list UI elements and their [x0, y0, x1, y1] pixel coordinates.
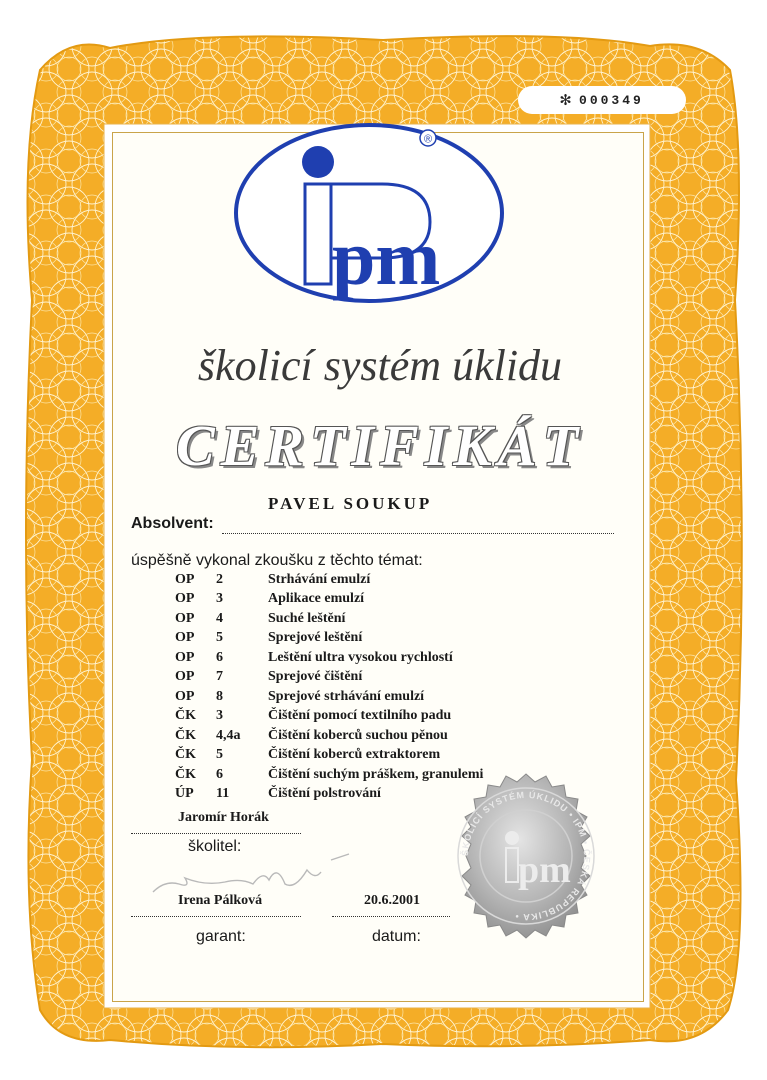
serial-value: 000349 [579, 92, 644, 108]
topic-row: ČK 5 Čištění koberců extraktorem [175, 747, 441, 763]
exam-intro: úspěšně vykonal zkoušku z těchto témat: [131, 552, 423, 569]
embossed-seal [440, 770, 612, 942]
trainer-name: Jaromír Horák [178, 810, 269, 825]
logo-letters: pm [332, 214, 441, 301]
ipm-logo [232, 118, 506, 308]
graduate-label: Absolvent: [131, 515, 214, 532]
registered-mark: ® [423, 133, 433, 146]
serial-number [518, 86, 686, 114]
topic-row: ČK 6 Čištění suchým práškem, granulemi [175, 766, 484, 782]
topic-row: OP 3 Aplikace emulzí [175, 591, 365, 607]
graduate-dotted-line [222, 532, 614, 534]
topic-row: ÚP 11 Čištění polstrování [175, 786, 381, 802]
date-dotted-line [332, 915, 450, 917]
topic-row: OP 7 Sprejové čištění [175, 669, 363, 685]
topic-row: ČK 4,4a Čištění koberců suchou pěnou [175, 727, 448, 743]
seal-center-letters: pm [518, 849, 571, 891]
guarantor-label: garant: [196, 928, 246, 945]
asterisk-icon: ✻ [560, 91, 572, 111]
topic-row: ČK 3 Čištění pomocí textilního padu [175, 708, 452, 724]
topic-row: OP 8 Sprejové strhávání emulzí [175, 688, 425, 704]
topic-row: OP 6 Leštění ultra vysokou rychlostí [175, 649, 453, 665]
topic-row: OP 4 Suché leštění [175, 610, 346, 626]
guarantor-dotted-line [131, 915, 301, 917]
guarantor-name: Irena Pálková [178, 893, 263, 908]
certificate-title: CERTIFIKÁT [175, 413, 585, 478]
graduate-name: PAVEL SOUKUP [268, 494, 433, 513]
topic-list [175, 570, 483, 804]
subtitle: školicí systém úklidu [197, 341, 563, 390]
date-label: datum: [372, 928, 421, 945]
date-value: 20.6.2001 [364, 893, 420, 908]
trainer-dotted-line [131, 832, 301, 834]
seal-ring-text: ŠKOLICÍ SYSTÉM ÚKLIDU • IPM • ČESKÁ REPUBLIKA • [459, 789, 593, 923]
trainer-label: školitel: [188, 838, 242, 855]
topic-row: OP 2 Strhávání emulzí [175, 571, 371, 587]
topic-row: OP 5 Sprejové leštění [175, 630, 363, 646]
